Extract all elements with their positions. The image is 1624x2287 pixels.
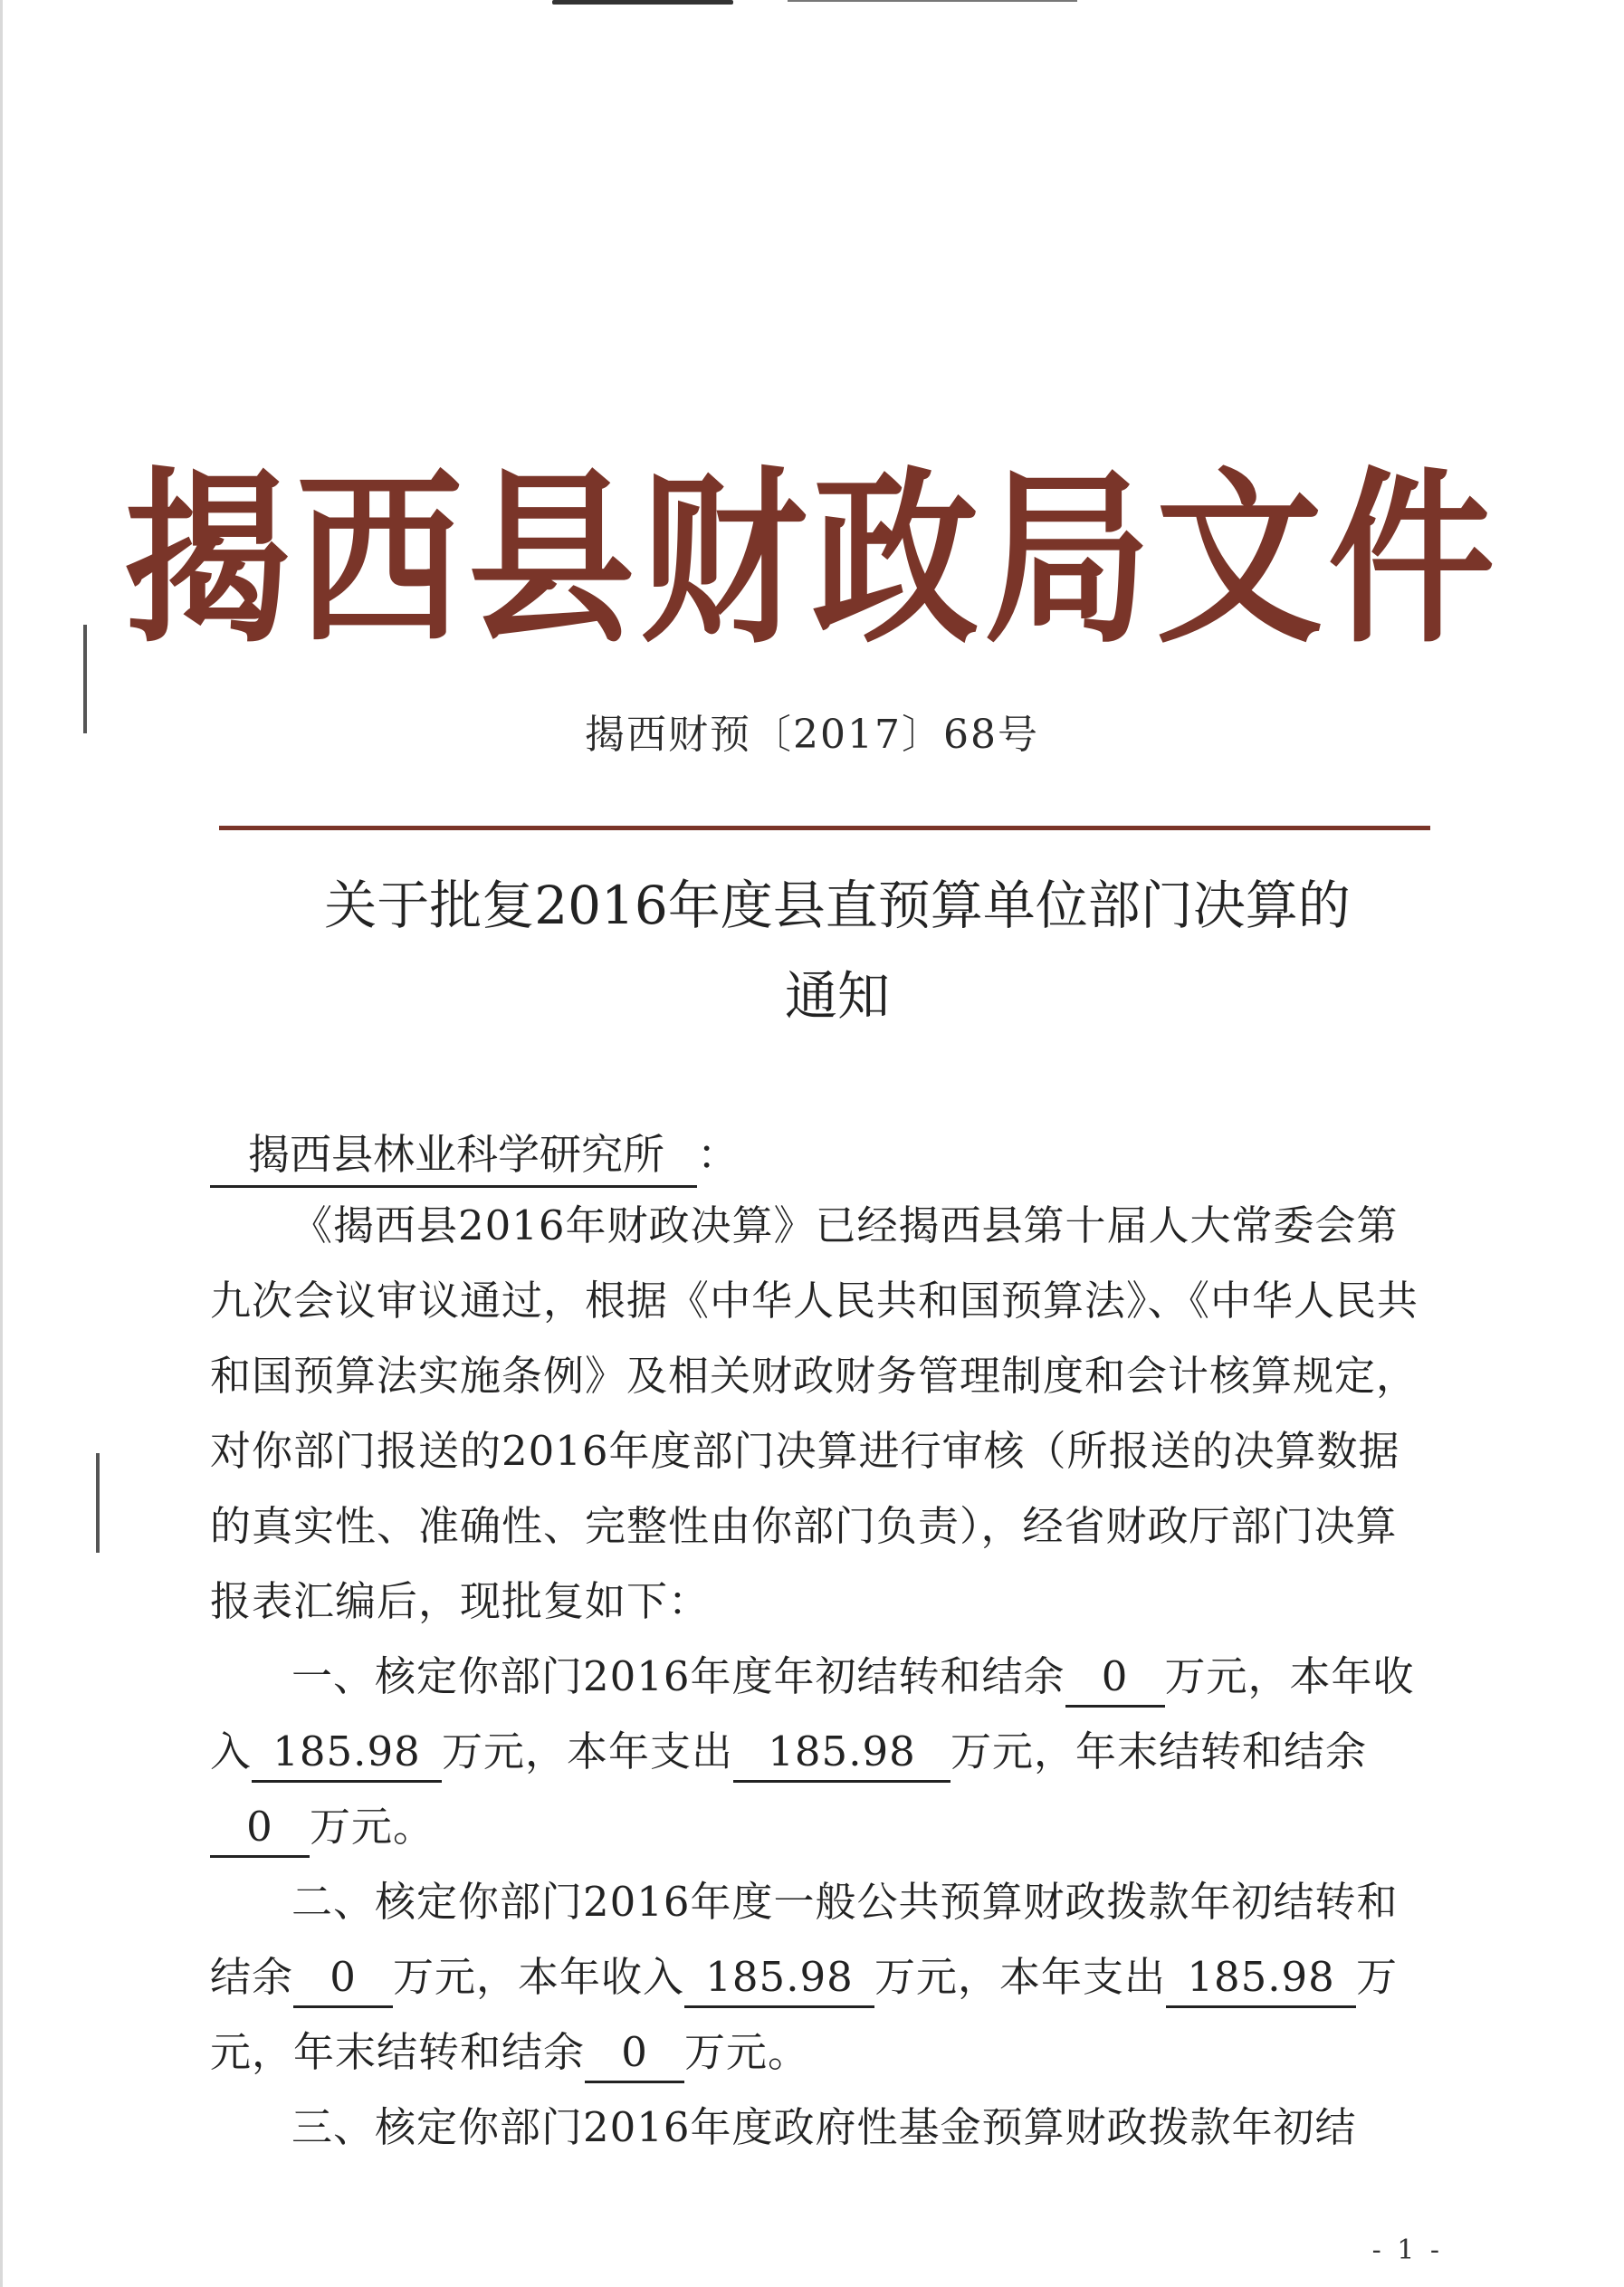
text-segment: 二、核定你部门2016年度一般公共预算财政拨款年初结转和结余: [210, 1878, 1399, 2001]
filled-value: 185.98: [733, 1724, 951, 1783]
filled-value: 185.98: [1166, 1949, 1356, 2008]
addressee: [210, 1127, 739, 1188]
text-segment: 万元，本年支出: [874, 1953, 1167, 2001]
addressee-colon: ：: [697, 1130, 739, 1179]
binding-mark: [96, 1453, 100, 1553]
addressee-name: 揭西县林业科学研究所: [210, 1127, 697, 1188]
filled-value: 185.98: [252, 1724, 442, 1783]
red-header-rule: [219, 826, 1430, 830]
text-segment: 万元。: [684, 2028, 810, 2076]
filled-value: 0: [210, 1799, 310, 1858]
paragraph-intro: 《揭西县2016年财政决算》已经揭西县第十届人大常委会第九次会议审议通过，根据《中华人民共和国预算法》、《中华人民共和国预算法实施条例》及相关财政财务管理制度和会计核算规定，对你部门报送的2016年度部门决算进行审核（所报送的决算数据的真实性、准确性、完整性由你部门负责），经省财政厅部门决算报表汇编后，现批复如下：: [210, 1201, 1419, 1625]
filled-value: 0: [585, 2024, 684, 2083]
scan-mark: [788, 0, 1077, 2]
text-segment: 一、核定你部门2016年度年初结转和结余: [291, 1652, 1065, 1700]
document-body: [210, 1188, 1432, 2165]
paragraph-1: [210, 1639, 1432, 1864]
masthead: 揭西县财政局文件: [123, 449, 1500, 669]
title-line-1: 关于批复2016年度县直预算单位部门决算的: [324, 875, 1351, 936]
paragraph-2: [210, 1864, 1432, 2090]
scan-mark: [552, 0, 733, 5]
text-segment: 万元，本年支出: [442, 1727, 734, 1775]
filled-value: 185.98: [684, 1949, 874, 2008]
filled-value: 0: [1065, 1649, 1165, 1708]
text-segment: 万元。: [310, 1803, 435, 1851]
scan-edge: [0, 0, 3, 2287]
paragraph-3: 三、核定你部门2016年度政府性基金预算财政拨款年初结: [291, 2103, 1357, 2151]
text-segment: 万元，本年收入: [210, 1652, 1415, 1775]
filled-value: 0: [293, 1949, 393, 2008]
page-number: - 1 -: [1371, 2234, 1443, 2266]
text-segment: 万元，年末结转和结余: [210, 1953, 1399, 2076]
document-title: [181, 860, 1494, 1041]
text-segment: 万元，年末结转和结余: [951, 1727, 1368, 1775]
text-segment: 万元，本年收入: [393, 1953, 685, 2001]
document-number: 揭西财预〔2017〕68号: [585, 712, 1039, 758]
title-line-2: 通知: [784, 965, 890, 1027]
